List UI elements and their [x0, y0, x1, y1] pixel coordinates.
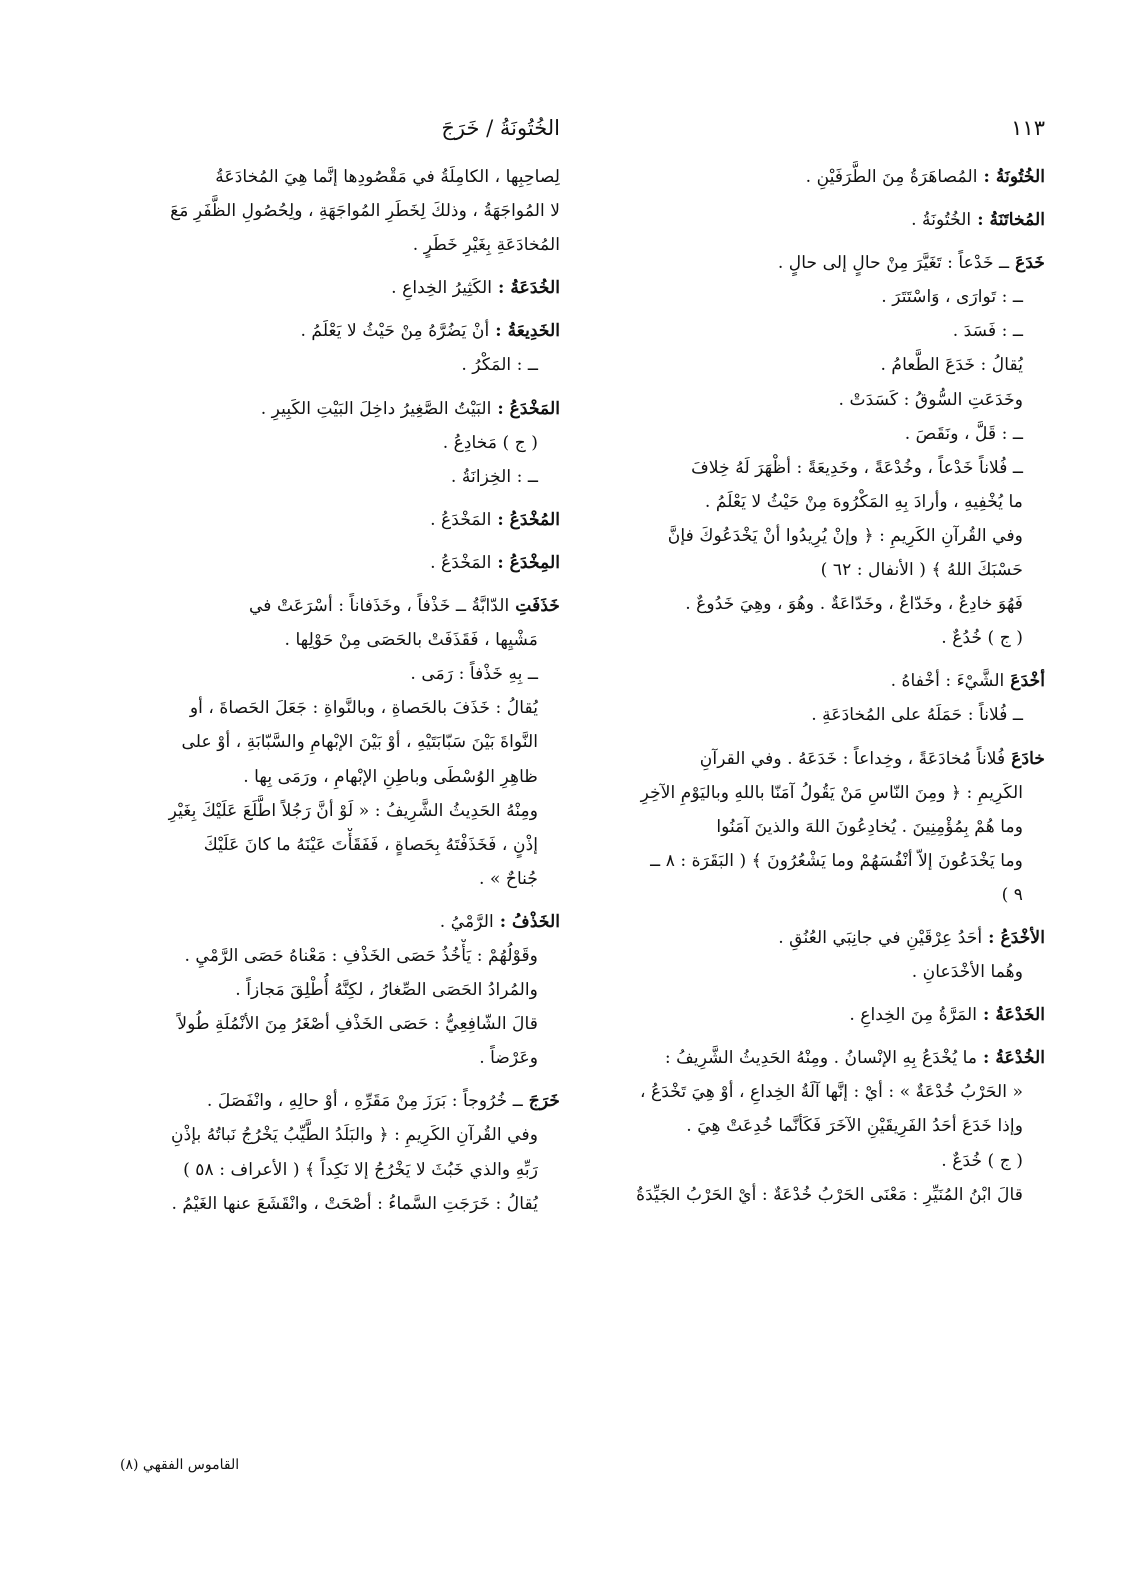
entry-headword: الخَدْعَةُ :	[977, 1005, 1045, 1026]
footer-note: القاموس الفقهي (٨)	[120, 1457, 240, 1473]
entry-headword: خَدَعَ	[1009, 253, 1045, 274]
entry-text: ( ج ) خُدُعٌ .	[941, 628, 1023, 649]
entry-text: وإذا خَدَعَ أحَدُ الفَرِيقَيْنِ الآخَرَ فَكَأنَّما خُدِعَتْ هِيَ .	[686, 1116, 1023, 1137]
entry-line	[585, 587, 1045, 621]
entry-text: المُصاهَرَةُ مِنَ الطَّرَفَيْنِ .	[805, 167, 978, 187]
entry-line	[585, 314, 1045, 348]
entry-text: ــ خَدْعاً : تَغَيَّرَ مِنْ حالٍ إلى حالٍ .	[777, 253, 1010, 274]
left-column	[100, 160, 560, 1230]
entry-text: وما يَخْدَعُونَ إلاّ أنْفُسَهُمْ وما يَشْعُرُونَ ﴾ ( البَقَرَة : ٨ ــ	[650, 850, 1023, 871]
entry-text: وعَرْضاً .	[479, 1048, 538, 1069]
entry-headword: الخُدَعَةُ :	[492, 278, 560, 299]
entry-text: الدّابَّةُ ــ خَذْفاً ، وخَذَفاناً : أسْرَعَتْ في	[248, 596, 510, 617]
entry-line	[585, 955, 1045, 989]
entry-text: ــ فُلاناً خَدْعاً ، وخُدْعَةً ، وخَدِيعَةً : أظْهَرَ لَهُ خِلافَ	[691, 457, 1023, 478]
dictionary-entry	[100, 160, 560, 262]
entry-text: ظاهِرِ الوُسْطَى وباطِنِ الإبْهامِ ، ورَمَى بِها .	[243, 766, 538, 787]
entry-line	[585, 553, 1045, 587]
entry-headword: الخُدْعَةُ :	[977, 1048, 1045, 1069]
page-number: ١١٣	[1011, 116, 1045, 140]
entry-text: ــ خُرُوجاً : بَرَزَ مِنْ مَقَرِّهِ ، أوْ حالِهِ ، وانْفَصَلَ .	[206, 1091, 523, 1112]
entry-text: المَخْدَعُ .	[430, 552, 492, 573]
entry-text: وهُما الأخْدَعانِ .	[911, 962, 1023, 983]
entry-line	[585, 1144, 1045, 1178]
dictionary-entry	[585, 664, 1045, 732]
entry-headword: المُخْدَعُ :	[491, 509, 560, 530]
entry-line	[100, 503, 560, 537]
entry-text: مَشْيِها ، فَقَذَفَتْ بالحَصَى مِنْ حَوْلِها .	[284, 630, 538, 651]
entry-text: قالَ ابْنُ المُنَيِّرِ : مَعْنَى الحَرْبُ خُدْعَةٌ : أيْ الحَرْبُ الجَيِّدَةُ	[636, 1184, 1023, 1205]
entry-text: وفي القُرآنِ الكَرِيمِ : ﴿ والبَلَدُ الطَّيِّبُ يَخْرُجُ نَباتُهُ بإذْنِ	[170, 1125, 538, 1146]
entry-text: ( ج ) مَخادِعُ .	[442, 432, 538, 453]
entry-line	[585, 664, 1045, 698]
entry-line	[585, 921, 1045, 955]
entry-headword: خادَعَ	[1005, 748, 1045, 769]
entry-text: وما هُمْ بِمُؤْمِنِينَ . يُخادِعُونَ اللهَ والذينَ آمَنُوا	[716, 816, 1023, 837]
entry-line	[100, 1084, 560, 1118]
entry-line	[585, 485, 1045, 519]
entry-text: يُقالُ : خَدَعَ الطَّعامُ .	[880, 355, 1023, 376]
entry-text: ــ : تَوارَى ، وَاسْتَتَرَ .	[881, 287, 1023, 308]
entry-line	[585, 348, 1045, 382]
entry-text: وخَدَعَتِ السُّوقُ : كَسَدَتْ .	[838, 389, 1023, 410]
entry-line	[585, 1178, 1045, 1212]
entry-line	[585, 878, 1045, 912]
entry-line	[100, 589, 560, 623]
dictionary-entry	[100, 1084, 560, 1220]
entry-line	[585, 844, 1045, 878]
entry-text: الكَرِيمِ : ﴿ ومِنَ النّاسِ مَنْ يَقُولُ آمَنّا باللهِ وباليَوْمِ الآخِرِ	[640, 782, 1023, 803]
entry-line	[100, 160, 560, 194]
entry-text: إذْنٍ ، فَخَذَفْتَهُ بِحَصاةٍ ، فَفَقَأْتَ عَيْنَهُ ما كانَ عَلَيْكَ	[203, 834, 538, 855]
entry-line	[100, 691, 560, 725]
entry-headword: الخَدِيعَةُ :	[489, 321, 560, 342]
entry-headword: أخْدَعَ	[1004, 671, 1045, 692]
entry-text: المَرَّةُ مِنَ الخِداعِ .	[849, 1005, 978, 1026]
entry-text: يُقالُ : خَرَجَتِ السَّماءُ : أصْحَتْ ، وانْقَشَعَ عنها الغَيْمُ .	[171, 1193, 538, 1214]
entry-text: ــ : الخِزانَةُ .	[450, 466, 538, 487]
entry-line	[585, 417, 1045, 451]
entry-text: جُناحٌ » .	[478, 868, 538, 889]
entry-text: الكَثِيرُ الخِداعِ .	[391, 278, 493, 299]
entry-line	[100, 623, 560, 657]
entry-line	[100, 194, 560, 228]
entry-line	[100, 725, 560, 759]
dictionary-entry	[100, 589, 560, 896]
entry-line	[585, 698, 1045, 732]
dictionary-entry	[100, 546, 560, 580]
entry-text: النَّواةَ بَيْنَ سَبّابَتَيْهِ ، أوْ بَيْنَ الإبْهامِ والسَّبّابَةِ ، أوْ على	[181, 732, 538, 753]
dictionary-entry	[100, 392, 560, 494]
dictionary-entry	[585, 921, 1045, 989]
entry-text: ــ : المَكْرُ .	[461, 355, 538, 376]
entry-line	[585, 1075, 1045, 1109]
entry-text: المَخْدَعُ .	[430, 509, 492, 530]
entry-text: الشَّيْءَ : أخْفاهُ .	[890, 671, 1005, 692]
entry-text: البَيْتُ الصَّغِيرُ داخِلَ البَيْتِ الكَبِيرِ .	[260, 398, 492, 419]
entry-line	[585, 160, 1045, 194]
entry-text: رَبِّهِ والذي خَبُثَ لا يَخْرُجُ إلا نَكِداً ﴾ ( الأعراف : ٥٨ )	[183, 1159, 538, 1180]
entry-line	[585, 810, 1045, 844]
entry-text: والمُرادُ الحَصَى الصِّغارُ ، لكِنَّهُ أُطْلِقَ مَجازاً .	[235, 980, 538, 1001]
entry-text: الخُتُونَةُ .	[911, 210, 972, 231]
entry-text: قالَ الشّافِعِيُّ : حَصَى الخَذْفِ أصْغَرُ مِنَ الأنْمُلَةِ طُولاً	[177, 1014, 538, 1035]
entry-line	[585, 203, 1045, 237]
entry-line	[100, 657, 560, 691]
entry-line	[585, 1041, 1045, 1075]
dictionary-entry	[100, 314, 560, 382]
entry-text: ما يُخْفِيهِ ، وأرادَ بِهِ المَكْرُوهَ مِنْ حَيْثُ لا يَعْلَمُ .	[704, 491, 1023, 512]
entry-text: يُقالُ : خَذَفَ بالحَصاةِ ، وبالنَّواةِ : جَعَلَ الحَصاةَ ، أو	[189, 698, 538, 719]
dictionary-entry	[585, 1041, 1045, 1211]
entry-line	[100, 1041, 560, 1075]
entry-line	[585, 280, 1045, 314]
dictionary-entry	[585, 160, 1045, 194]
entry-line	[100, 905, 560, 939]
entry-line	[100, 794, 560, 828]
entry-line	[585, 1109, 1045, 1143]
entry-line	[100, 228, 560, 262]
entry-line	[100, 939, 560, 973]
entry-text: فُلاناً مُخادَعَةً ، وخِداعاً : خَدَعَهُ . وفي القرآنِ	[699, 748, 1006, 769]
entry-text: حَسْبَكَ اللهُ ﴾ ( الأنفال : ٦٢ )	[820, 560, 1023, 581]
entry-text: فَهُوَ خادِعٌ ، وخَدّاعٌ ، وخَدّاعَةٌ . وهُوَ ، وهِيَ خَدُوعٌ .	[685, 594, 1023, 615]
entry-headword: الأخْدَعُ :	[982, 927, 1045, 948]
entry-headword: المَخْدَعُ :	[491, 398, 560, 419]
page-title: الخُتُونَةُ / خَرَجَ	[441, 116, 560, 140]
entry-headword: الخَذْفُ :	[493, 911, 560, 932]
entry-line	[585, 519, 1045, 553]
entry-text: « الحَرْبُ خُدْعَةٌ » : أيْ : إنَّها آلَةُ الخِداعِ ، أوْ هِيَ تَخْدَعُ ،	[639, 1082, 1023, 1103]
entry-line	[100, 1007, 560, 1041]
entry-line	[100, 973, 560, 1007]
entry-line	[585, 383, 1045, 417]
entry-line	[100, 828, 560, 862]
entry-headword: خَذَفَتِ	[509, 596, 560, 617]
entry-line	[585, 742, 1045, 776]
entry-text: ــ بِهِ خَذْفاً : رَمَى .	[410, 664, 538, 685]
entry-text: ( ج ) خُدَعٌ .	[941, 1150, 1023, 1171]
entry-line	[100, 546, 560, 580]
entry-text: ــ فُلاناً : حَمَلَهُ على المُخادَعَةِ .	[811, 705, 1023, 726]
dictionary-entry	[585, 998, 1045, 1032]
dictionary-entry	[100, 503, 560, 537]
dictionary-entry	[585, 203, 1045, 237]
dictionary-entry	[100, 271, 560, 305]
entry-text: أنْ يَضُرَّهُ مِنْ حَيْثُ لا يَعْلَمُ .	[300, 321, 490, 342]
entry-text: ومِنْهُ الحَدِيثُ الشَّرِيفُ : « لَوْ أنَّ رَجُلاً اطَّلَعَ عَلَيْكَ بِغَيْرِ	[168, 800, 538, 821]
entry-line	[585, 246, 1045, 280]
entry-text: الرَّمْيُ .	[439, 911, 494, 932]
entry-headword: المُخاتَنَةُ :	[971, 210, 1045, 231]
entry-line	[585, 998, 1045, 1032]
entry-headword: خَرَجَ	[522, 1091, 560, 1112]
entry-text: ما يُخْدَعُ بِهِ الإنْسانُ . ومِنْهُ الحَدِيثُ الشَّرِيفُ :	[664, 1048, 978, 1069]
entry-text: المُخادَعَةِ بِغَيْرِ خَطَرٍ .	[412, 235, 560, 256]
entry-line	[585, 776, 1045, 810]
entry-text: لِصاحِبِها ، الكامِلَةُ في مَقْصُودِها إنَّما هِيَ المُخادَعَةُ	[215, 167, 560, 187]
entry-line	[100, 426, 560, 460]
entry-text: ــ : فَسَدَ .	[952, 321, 1023, 342]
entry-line	[100, 1153, 560, 1187]
entry-line	[100, 1187, 560, 1221]
right-column	[585, 160, 1045, 1221]
entry-text: وقَوْلُهُمْ : يَأْخُذُ حَصَى الخَذْفِ : مَعْناهُ حَصَى الرَّمْيِ .	[184, 945, 538, 966]
entry-line	[100, 392, 560, 426]
entry-line	[100, 862, 560, 896]
entry-line	[100, 271, 560, 305]
entry-line	[100, 1118, 560, 1152]
entry-line	[100, 348, 560, 382]
entry-text: ٩ )	[1001, 884, 1023, 905]
entry-line	[100, 760, 560, 794]
entry-headword: المِخْدَعُ :	[491, 552, 560, 573]
entry-line	[100, 460, 560, 494]
entry-line	[585, 451, 1045, 485]
dictionary-entry	[585, 742, 1045, 912]
entry-text: أحَدُ عِرْقَيْنِ في جانِبَي العُنُقِ .	[778, 927, 983, 948]
entry-line	[100, 314, 560, 348]
dictionary-entry	[100, 905, 560, 1075]
entry-line	[585, 621, 1045, 655]
entry-text: لا المُواجَهَةُ ، وذلكَ لِخَطَرِ المُواجَهَةِ ، ولِحُصُولِ الظَّفَرِ مَعَ	[170, 201, 560, 222]
dictionary-entry	[585, 246, 1045, 655]
entry-headword: الخُتُونَةُ :	[977, 167, 1045, 187]
entry-text: وفي القُرآنِ الكَرِيمِ : ﴿ وإنْ يُرِيدُوا أنْ يَخْدَعُوكَ فإنَّ	[667, 525, 1023, 546]
entry-text: ــ : قَلَّ ، ونَقَصَ .	[904, 423, 1023, 444]
